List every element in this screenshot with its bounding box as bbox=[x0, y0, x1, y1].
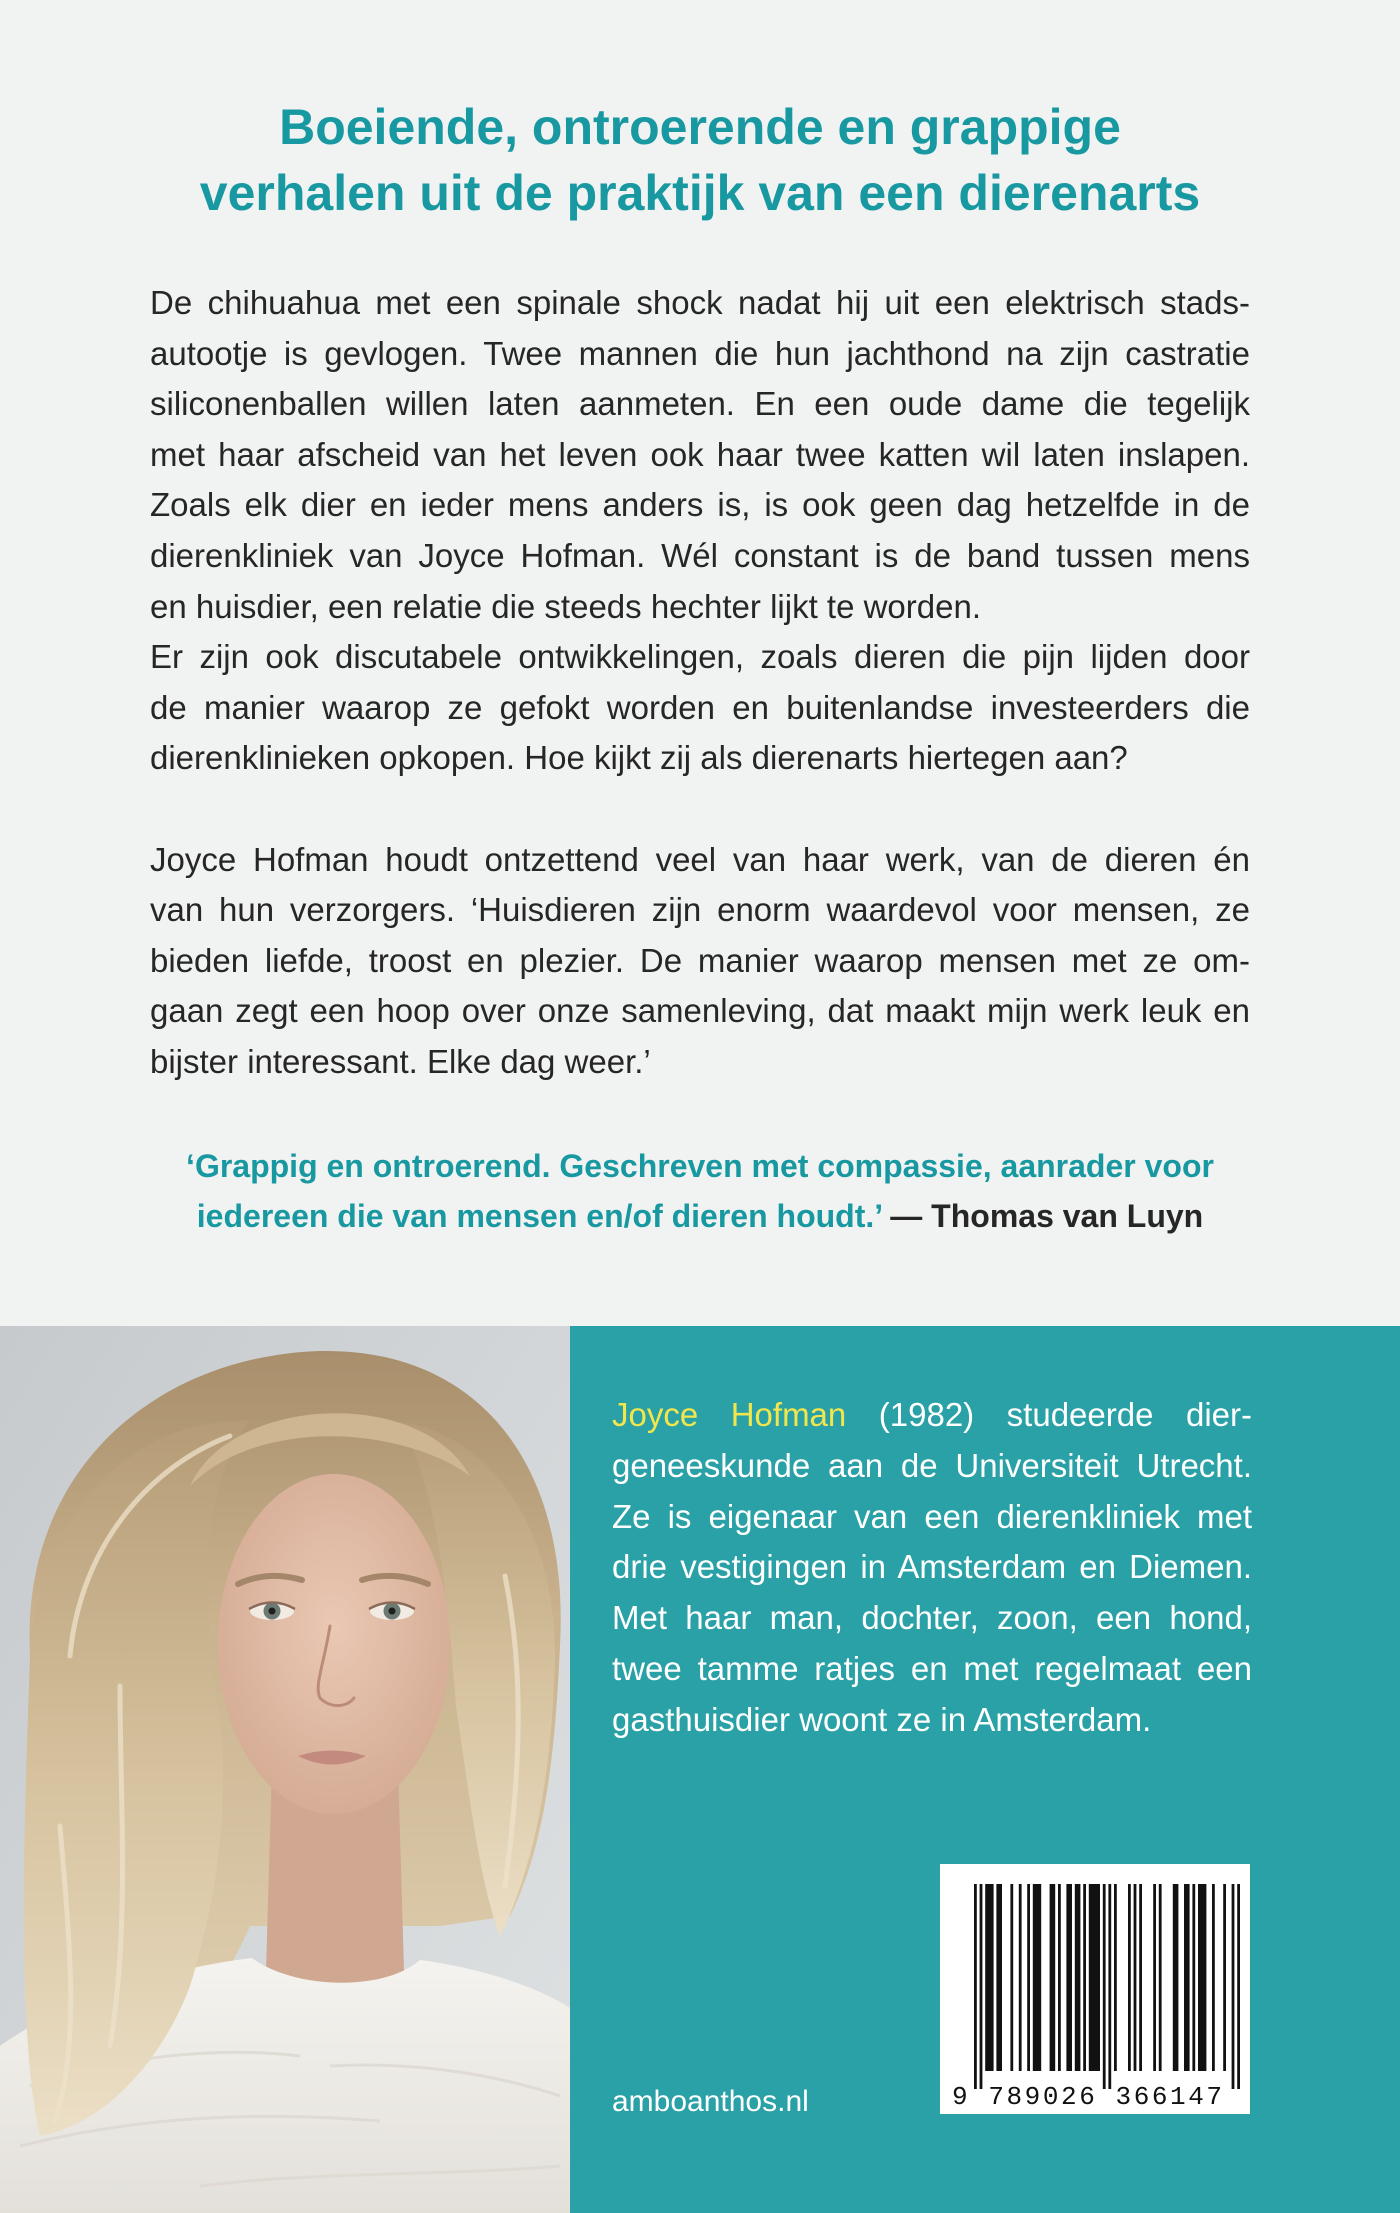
review-quote bbox=[0, 1141, 1400, 1241]
barcode-bar bbox=[1198, 1884, 1206, 2071]
barcode-bar bbox=[1237, 1884, 1240, 2089]
barcode-bar bbox=[1184, 1884, 1190, 2071]
publisher-website: amboanthos.nl bbox=[612, 2085, 809, 2118]
blurb bbox=[150, 278, 1250, 1088]
headline bbox=[0, 94, 1400, 226]
barcode-bar bbox=[985, 1884, 993, 2071]
quote-text: iedereen die van mensen en/of dieren houdt.’ bbox=[196, 1198, 882, 1234]
blurb-line: bijster interessant. Elke dag weer.’ bbox=[150, 1042, 651, 1080]
barcode-bar bbox=[1083, 1884, 1086, 2071]
blurb-line: De chihuahua met een spinale shock nadat hij uit een elektrisch stads- bbox=[150, 284, 1250, 321]
quote-line: ‘Grappig en ontroerend. Geschreven met compassie, aanrader voor bbox=[186, 1148, 1214, 1184]
blurb-paragraph-1 bbox=[150, 278, 1250, 784]
barcode-bar bbox=[1232, 1884, 1235, 2089]
author-photo bbox=[0, 1326, 570, 2213]
quote-line bbox=[0, 1191, 1400, 1241]
quote-attribution: — Thomas van Luyn bbox=[890, 1198, 1204, 1234]
barcode-bar bbox=[1108, 1884, 1111, 2089]
bio-line: geneeskunde aan de Universiteit Utrecht. bbox=[612, 1446, 1252, 1484]
bio-line-text: (1982) studeerde dier- bbox=[878, 1396, 1252, 1433]
blurb-line: autootje is gevlogen. Twee mannen die hun jachthond na zijn castratie bbox=[150, 334, 1250, 372]
bio-line: Met haar man, dochter, zoon, een hond, bbox=[612, 1599, 1252, 1637]
blurb-line: bieden liefde, troost en plezier. De manier waarop mensen met ze om- bbox=[150, 941, 1250, 979]
barcode-bar bbox=[1114, 1884, 1117, 2071]
blurb-line: van hun verzorgers. ‘Huisdieren zijn enorm waardevol voor mensen, ze bbox=[150, 891, 1250, 929]
barcode-bar bbox=[1050, 1884, 1056, 2071]
barcode-bar bbox=[974, 1884, 977, 2089]
barcode-bar bbox=[1223, 1884, 1226, 2071]
barcode-bar bbox=[1075, 1884, 1081, 2071]
barcode-bar bbox=[1139, 1884, 1142, 2071]
bio-line: Ze is eigenaar van een dierenkliniek met bbox=[612, 1497, 1252, 1535]
author-name: Joyce Hofman bbox=[612, 1396, 847, 1433]
barcode-bar bbox=[1027, 1884, 1030, 2071]
barcode-bar bbox=[1019, 1884, 1022, 2071]
blurb-paragraph-2 bbox=[150, 835, 1250, 1088]
barcode-bar bbox=[1128, 1884, 1131, 2071]
barcode-bar bbox=[1058, 1884, 1061, 2071]
barcode-bar bbox=[1153, 1884, 1156, 2071]
barcode-bar bbox=[1089, 1884, 1100, 2071]
blurb-line: gaan zegt een hoop over onze samenleving, dat maakt mijn werk leuk en bbox=[150, 992, 1250, 1030]
blurb-line: siliconenballen willen laten aanmeten. En een oude dame die tegelijk bbox=[150, 385, 1250, 423]
barcode bbox=[940, 1864, 1250, 2114]
barcode-bar bbox=[1212, 1884, 1215, 2071]
author-bio-panel bbox=[570, 1326, 1400, 2213]
author-bio bbox=[612, 1390, 1252, 1746]
blurb-line: en huisdier, een relatie die steeds hechter lijkt te worden. bbox=[150, 587, 981, 625]
barcode-bar bbox=[1103, 1884, 1106, 2089]
bio-line: drie vestigingen in Amsterdam en Diemen. bbox=[612, 1548, 1252, 1586]
barcode-bar bbox=[1066, 1884, 1072, 2071]
blurb-line: dierenkliniek van Joyce Hofman. Wél constant is de band tussen mens bbox=[150, 536, 1250, 574]
blurb-line: de manier waarop ze gefokt worden en buitenlandse investeerders die bbox=[150, 688, 1250, 726]
headline-line: verhalen uit de praktijk van een dierenarts bbox=[199, 165, 1201, 221]
barcode-bar bbox=[1134, 1884, 1137, 2071]
bio-line: twee tamme ratjes en met regelmaat een bbox=[612, 1649, 1252, 1687]
barcode-bars bbox=[974, 1884, 1240, 2089]
barcode-bar bbox=[996, 1884, 1002, 2071]
barcode-bar bbox=[980, 1884, 983, 2089]
barcode-graphic bbox=[940, 1864, 1250, 2114]
blurb-line: met haar afscheid van het leven ook haar twee katten wil laten inslapen. bbox=[150, 435, 1250, 473]
barcode-number: 9 789026 366147 bbox=[952, 2082, 1222, 2112]
barcode-bar bbox=[1159, 1884, 1162, 2071]
barcode-bar bbox=[1192, 1884, 1195, 2071]
barcode-bar bbox=[1173, 1884, 1179, 2071]
headline-line: Boeiende, ontroerende en grappige bbox=[279, 99, 1121, 155]
barcode-bar bbox=[1010, 1884, 1013, 2071]
blurb-line: dierenklinieken opkopen. Hoe kijkt zij als dierenarts hiertegen aan? bbox=[150, 739, 1128, 777]
blurb-line: Joyce Hofman houdt ontzettend veel van haar werk, van de dieren én bbox=[150, 840, 1250, 878]
blurb-line: Er zijn ook discutabele ontwikkelingen, zoals dieren die pijn lijden door bbox=[150, 638, 1250, 676]
barcode-bar bbox=[1033, 1884, 1041, 2071]
blurb-line: Zoals elk dier en ieder mens anders is, is ook geen dag hetzelfde in de bbox=[150, 486, 1250, 524]
bio-line: gasthuisdier woont ze in Amsterdam. bbox=[612, 1700, 1152, 1738]
bio-line bbox=[612, 1390, 1252, 1441]
